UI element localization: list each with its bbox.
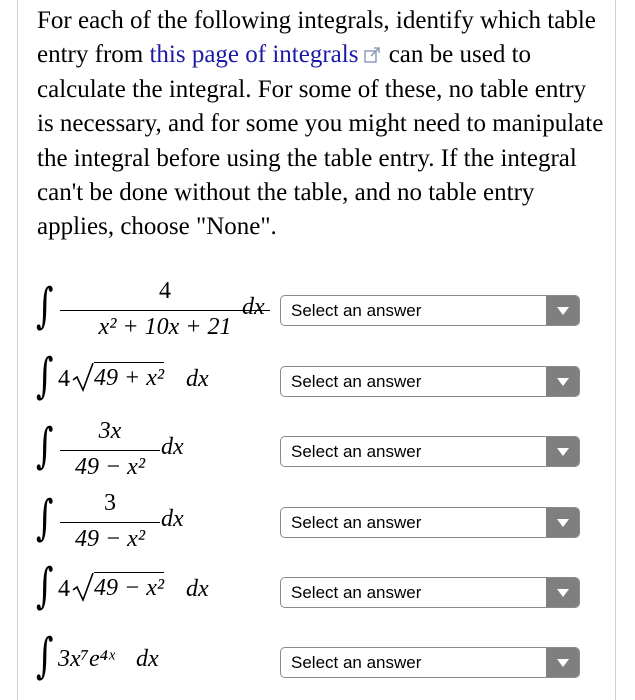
- differential: dx: [136, 646, 159, 672]
- sqrt-icon: [72, 362, 94, 392]
- numerator: 3: [104, 490, 116, 516]
- select-label: Select an answer: [291, 442, 422, 461]
- dropdown-arrow-icon[interactable]: [546, 508, 579, 537]
- dropdown-arrow-icon[interactable]: [546, 296, 579, 325]
- radicand: 49 − x²: [94, 572, 164, 602]
- integral-4: [36, 488, 216, 558]
- sqrt-icon: [72, 572, 94, 602]
- prompt-text: For each of the following integrals, identify which table entry from: [37, 7, 596, 69]
- integral-1: [36, 276, 276, 346]
- differential: dx: [242, 294, 265, 320]
- denominator: x² + 10x + 21: [98, 314, 232, 340]
- dropdown-arrow-icon[interactable]: [546, 437, 579, 466]
- answer-select-1[interactable]: [280, 295, 580, 326]
- integral-sign: ∫: [36, 278, 54, 334]
- integral-3: [36, 416, 216, 486]
- integral-5: [36, 558, 266, 614]
- answer-select-2[interactable]: [280, 366, 580, 397]
- dropdown-arrow-icon[interactable]: [546, 648, 579, 677]
- integral-sign: ∫: [36, 348, 54, 404]
- differential: dx: [161, 434, 184, 460]
- fraction-bar: [60, 522, 160, 523]
- integrals-page-link[interactable]: this page of integrals: [149, 41, 359, 69]
- differential: dx: [186, 576, 209, 602]
- integral-sign: ∫: [36, 628, 54, 684]
- integral-sign: ∫: [36, 418, 54, 474]
- integral-6: [36, 628, 236, 692]
- numerator: 4: [159, 278, 171, 304]
- denominator: 49 − x²: [74, 454, 146, 480]
- coefficient: 4: [58, 576, 70, 602]
- denominator: 49 − x²: [74, 526, 146, 552]
- select-label: Select an answer: [291, 583, 422, 602]
- select-label: Select an answer: [291, 653, 422, 672]
- answer-select-5[interactable]: [280, 577, 580, 608]
- fraction: [60, 488, 160, 558]
- prompt-text-continued: can be used to calculate the integral. For some of these, no table entry is necessary, and for some you might need to manipulate the integral before using the table entry. If the integral can't be done without the table, and no table entry applies, choose "None".: [37, 41, 604, 241]
- differential: dx: [186, 366, 209, 392]
- differential: dx: [161, 506, 184, 532]
- dropdown-arrow-icon[interactable]: [546, 578, 579, 607]
- select-label: Select an answer: [291, 301, 422, 320]
- coefficient: 4: [58, 366, 70, 392]
- radicand: 49 + x²: [94, 362, 164, 392]
- answer-select-4[interactable]: [280, 507, 580, 538]
- external-link-icon[interactable]: [364, 47, 380, 63]
- fraction: [60, 416, 160, 486]
- numerator: 3x: [98, 418, 122, 444]
- question-prompt: [37, 4, 607, 245]
- answer-select-6[interactable]: [280, 647, 580, 678]
- integrand: 3x⁷e⁴ˣ: [58, 646, 115, 672]
- select-label: Select an answer: [291, 372, 422, 391]
- dropdown-arrow-icon[interactable]: [546, 367, 579, 396]
- integral-sign: ∫: [36, 490, 54, 546]
- fraction: [60, 276, 270, 346]
- select-label: Select an answer: [291, 513, 422, 532]
- fraction-bar: [60, 450, 160, 451]
- integral-sign: ∫: [36, 558, 54, 614]
- fraction-bar: [60, 310, 270, 311]
- integral-2: [36, 348, 266, 404]
- answer-select-3[interactable]: [280, 436, 580, 467]
